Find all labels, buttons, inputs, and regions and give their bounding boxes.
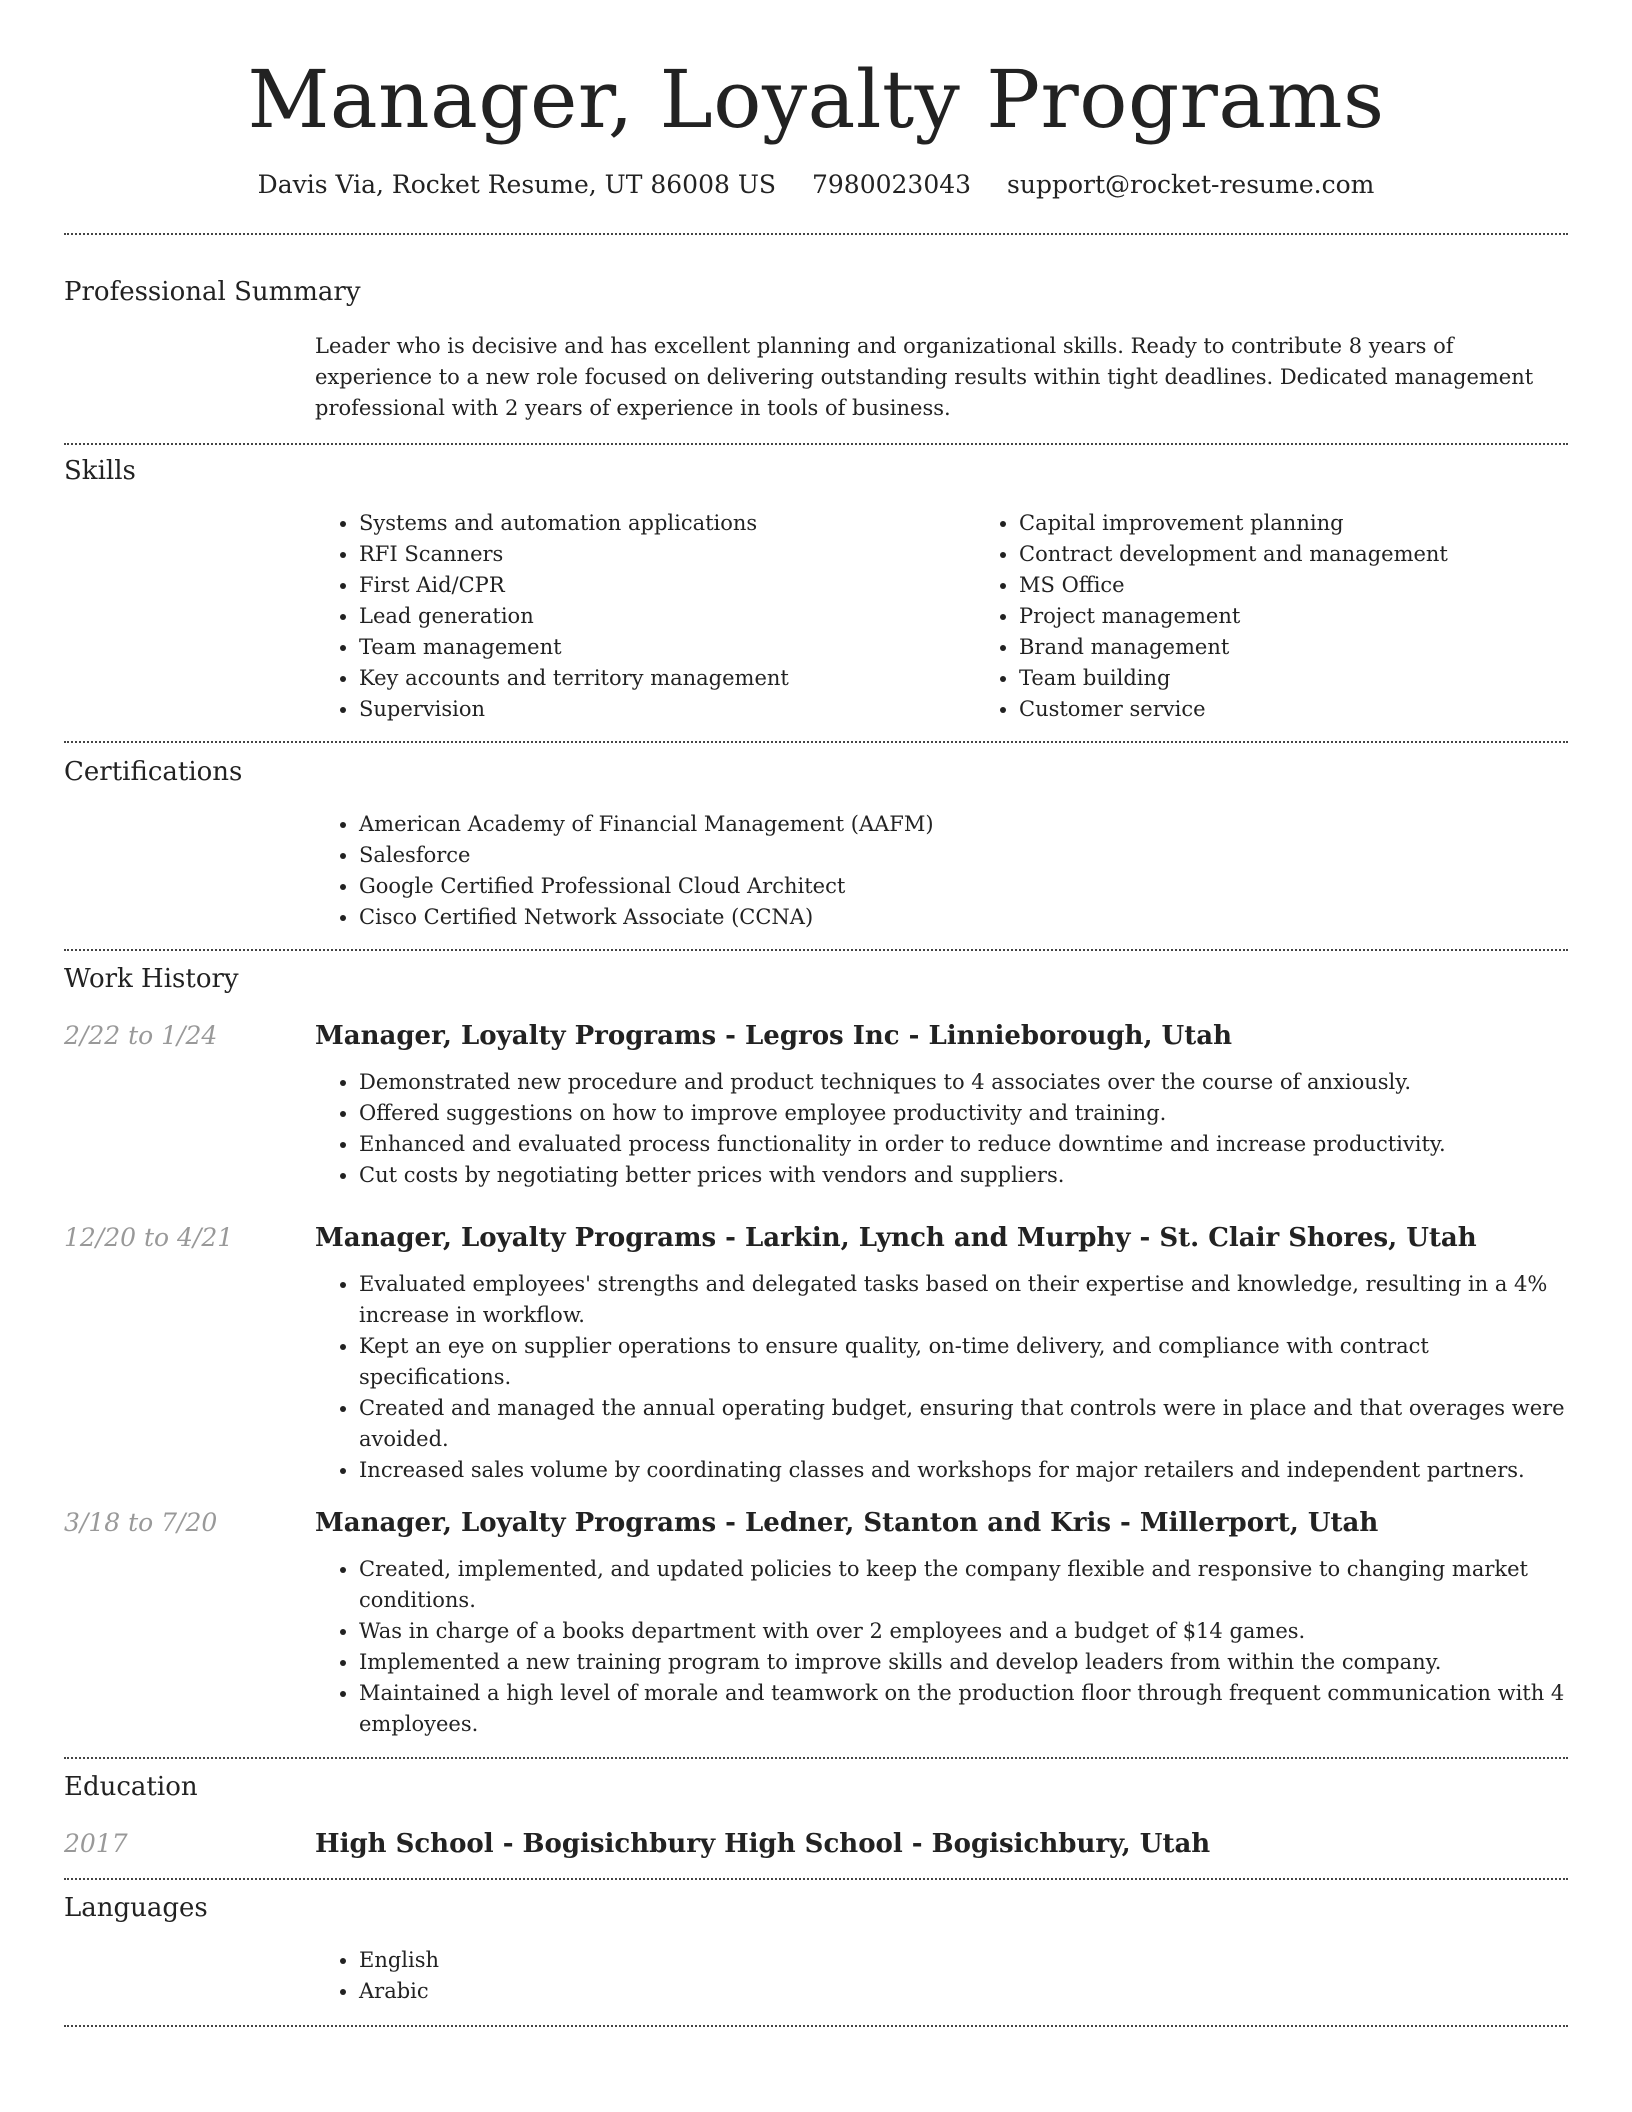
languages-row <box>64 1945 1568 2007</box>
work-section <box>64 951 1568 1740</box>
job-title: Manager, Loyalty Programs - Ledner, Stanton and Kris - Millerport, Utah <box>315 1508 1379 1538</box>
list-item: • English <box>359 1945 1568 1976</box>
list-item: • Team management <box>359 632 975 663</box>
section-title-certifications: Certifications <box>64 757 243 787</box>
education-date: 2017 <box>64 1829 128 1858</box>
job-entry <box>64 1221 1568 1486</box>
list-item: • American Academy of Financial Management (AAFM) <box>359 809 1568 840</box>
list-item: • Customer service <box>1019 694 1632 725</box>
education-title: High School - Bogisichbury High School - Bogisichbury, Utah <box>315 1829 1211 1859</box>
list-item: • Brand management <box>1019 632 1632 663</box>
summary-left-spacer <box>64 331 315 424</box>
resume-header <box>64 0 1568 202</box>
job-bullets <box>315 1554 1568 1740</box>
summary-body <box>315 331 1568 424</box>
job-date: 2/22 to 1/24 <box>64 1021 218 1050</box>
list-item: • RFI Scanners <box>359 539 975 570</box>
list-item: • Cut costs by negotiating better prices with vendors and suppliers. <box>359 1160 1568 1191</box>
languages-section <box>64 1880 1568 2007</box>
section-title-education: Education <box>64 1772 198 1802</box>
list-item: • Capital improvement planning <box>1019 508 1632 539</box>
languages-left-spacer <box>64 1945 315 2007</box>
contact-line <box>64 168 1568 202</box>
education-body <box>315 1827 1568 1861</box>
summary-text: Leader who is decisive and has excellent planning and organizational skills. Ready to contribute 8 years of experience to a new role focused on delivering outstanding results within tight deadlines. Dedicated management professional with 2 years of experience in tools of business. <box>315 334 1534 420</box>
languages-body <box>315 1945 1568 2007</box>
list-item: • First Aid/CPR <box>359 570 975 601</box>
list-item: • Enhanced and evaluated process functionality in order to reduce downtime and increase productivity. <box>359 1129 1568 1160</box>
list-item: • Increased sales volume by coordinating classes and workshops for major retailers and independent partners. <box>359 1455 1568 1486</box>
list-item: • Team building <box>1019 663 1632 694</box>
list-item: • Created, implemented, and updated policies to keep the company flexible and responsive to changing market conditions. <box>359 1554 1568 1616</box>
certifications-row <box>64 809 1568 933</box>
job-bullets <box>315 1067 1568 1191</box>
job-title: Manager, Loyalty Programs - Larkin, Lynch and Murphy - St. Clair Shores, Utah <box>315 1223 1477 1253</box>
contact-email: support@rocket-resume.com <box>1007 170 1375 199</box>
section-title-languages: Languages <box>64 1893 208 1923</box>
job-body <box>315 1221 1568 1486</box>
skills-section <box>64 445 1568 725</box>
skills-list-col1 <box>315 508 975 725</box>
skills-row <box>64 508 1568 725</box>
list-item: • Demonstrated new procedure and product techniques to 4 associates over the course of anxiously. <box>359 1067 1568 1098</box>
skills-list-col2 <box>975 508 1632 725</box>
list-item: • Salesforce <box>359 840 1568 871</box>
skills-left-spacer <box>64 508 315 725</box>
summary-row <box>64 331 1568 424</box>
list-item: • Lead generation <box>359 601 975 632</box>
skills-grid <box>315 508 1632 725</box>
divider <box>64 2025 1568 2027</box>
job-date: 12/20 to 4/21 <box>64 1223 234 1252</box>
certifications-section <box>64 743 1568 933</box>
certifications-list <box>315 809 1568 933</box>
job-entry <box>64 1019 1568 1191</box>
certifications-body <box>315 809 1568 933</box>
job-date: 3/18 to 7/20 <box>64 1508 218 1537</box>
section-title-work: Work History <box>64 964 239 994</box>
job-title: Manager, Loyalty Programs - Legros Inc - Linnieborough, Utah <box>315 1021 1232 1051</box>
list-item: • Arabic <box>359 1976 1568 2007</box>
list-item: • Was in charge of a books department with over 2 employees and a budget of $14 games. <box>359 1616 1568 1647</box>
list-item: • Contract development and management <box>1019 539 1632 570</box>
job-entry <box>64 1506 1568 1740</box>
contact-phone: 7980023043 <box>812 170 972 199</box>
job-bullets <box>315 1269 1568 1486</box>
job-body <box>315 1019 1568 1191</box>
list-item: • Cisco Certified Network Associate (CCNA) <box>359 902 1568 933</box>
candidate-name: Manager, Loyalty Programs <box>247 53 1385 146</box>
list-item: • Project management <box>1019 601 1632 632</box>
list-item: • MS Office <box>1019 570 1632 601</box>
list-item: • Supervision <box>359 694 975 725</box>
list-item: • Google Certified Professional Cloud Architect <box>359 871 1568 902</box>
list-item: • Evaluated employees' strengths and delegated tasks based on their expertise and knowledge, resulting in a 4% increase in workflow. <box>359 1269 1568 1331</box>
education-entry <box>64 1827 1568 1861</box>
job-body <box>315 1506 1568 1740</box>
education-section <box>64 1759 1568 1861</box>
certifications-left-spacer <box>64 809 315 933</box>
list-item: • Systems and automation applications <box>359 508 975 539</box>
list-item: • Implemented a new training program to improve skills and develop leaders from within the company. <box>359 1647 1568 1678</box>
list-item: • Key accounts and territory management <box>359 663 975 694</box>
languages-list <box>315 1945 1568 2007</box>
summary-section <box>64 235 1568 424</box>
contact-address: Davis Via, Rocket Resume, UT 86008 US <box>257 170 777 199</box>
list-item: • Offered suggestions on how to improve employee productivity and training. <box>359 1098 1568 1129</box>
list-item: • Created and managed the annual operating budget, ensuring that controls were in place and that overages were avoided. <box>359 1393 1568 1455</box>
list-item: • Maintained a high level of morale and teamwork on the production floor through frequent communication with 4 employees. <box>359 1678 1568 1740</box>
list-item: • Kept an eye on supplier operations to ensure quality, on-time delivery, and compliance with contract specifications. <box>359 1331 1568 1393</box>
section-title-summary: Professional Summary <box>64 277 361 307</box>
section-title-skills: Skills <box>64 456 136 486</box>
